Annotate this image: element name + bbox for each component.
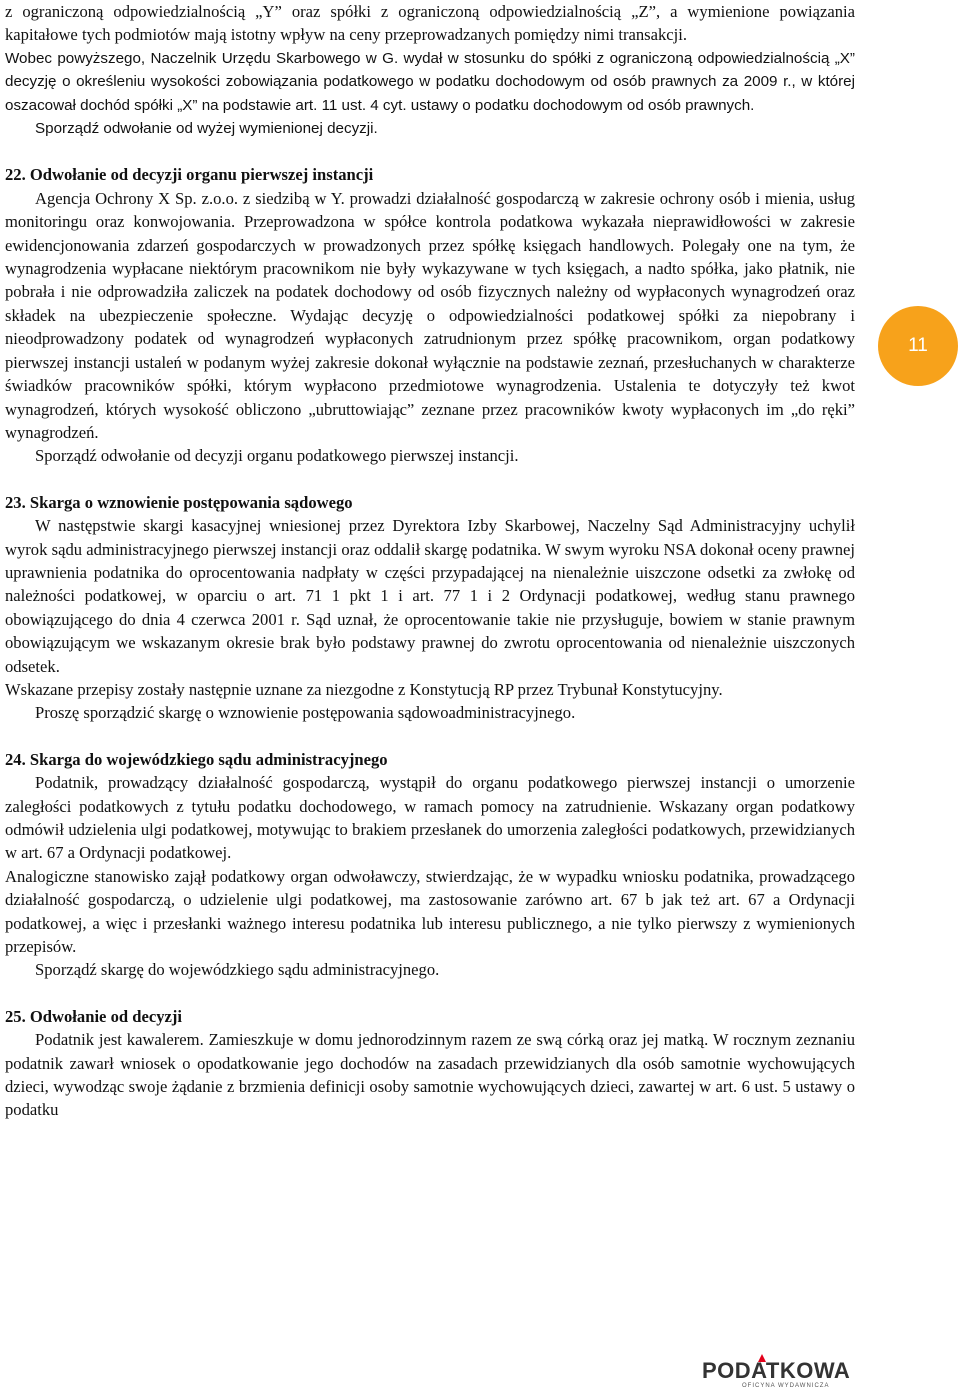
section-22-title: 22. Odwołanie od decyzji organu pierwszej instancji — [5, 165, 374, 185]
intro-paragraph-1: z ograniczoną odpowiedzialnością „Y” oraz spółki z ograniczoną odpowiedzialnością „Z”, a wymienione powiązania kapitałowe tych podmiotów mają istotny wpływ na ceny przeprowadzanych pomiędzy nimi transakcji. — [5, 2, 855, 45]
section-25-paragraph: Podatnik jest kawalerem. Zamieszkuje w domu jednorodzinnym razem ze swą córką oraz jej matką. W rocznym zeznaniu podatnik zawarł wniosek o opodatkowanie jego dochodów na zasadach przewidzianych dla osób samotnie wychowujących dzieci, wywodząc swoje żądanie z brzmienia definicji osoby samotnie wychowujących dzieci, zawartej w art. 6 ust. 5 ustawy o podatku — [5, 1030, 855, 1120]
section-23-task: Proszę sporządzić skargę o wznowienie postępowania sądowoadministracyjnego. — [35, 703, 576, 723]
section-23-paragraph-1: W następstwie skargi kasacyjnej wniesionej przez Dyrektora Izby Skarbowej, Naczelny Sąd Administracyjny uchylił wyrok sądu administracyjnego pierwszej instancji oraz oddalił skargę podatnika. W swym wyroku NSA dokonał oceny prawnej uprawnienia podatnika do oprocentowania nadpłaty w części przypadającej na nienależnie uiszczone odsetki za zwłokę od należności podatkowej, w oparciu o art. 71 1 pkt 1 i art. 77 1 i 2 Ordynacji podatkowej, według stanu prawnego obowiązującego do dnia 4 czerwca 2001 r. Sąd uznał, że oprocentowanie takie nie przysługuje, bowiem w stanie prawnym obowiązującym we wskazanym okresie brak było podstawy prawnej do zwrotu oprocentowania od nienależnie uiszczonych odsetek. — [5, 516, 855, 676]
intro-paragraph-2: Wobec powyższego, Naczelnik Urzędu Skarbowego w G. wydał w stosunku do spółki z ograniczoną odpowiedzialnością „X” decyzję o określeniu wysokości zobowiązania podatkowego w podatku dochodowym od osób prawnych za 2009 r., w której oszacował dochód spółki „X” na podstawie art. 11 ust. 4 cyt. ustawy o podatku dochodowym od osób prawnych. — [5, 49, 855, 114]
section-24-paragraph-1: Podatnik, prowadzący działalność gospodarczą, wystąpił do organu podatkowego pierwszej instancji o umorzenie zaległości podatkowych z tytułu podatku dochodowego, w ramach pomocy na zatrudnienie. Wskazany organ podatkowy odmówił udzielenia ulgi podatkowej, motywując to brakiem przesłanek do umorzenia zaległości podatkowych, przewidzianych w art. 67 a Ordynacji podatkowej. — [5, 773, 855, 863]
section-22-task: Sporządź odwołanie od decyzji organu podatkowego pierwszej instancji. — [35, 446, 519, 466]
section-25-title: 25. Odwołanie od decyzji — [5, 1006, 182, 1026]
section-24-title: 24. Skarga do wojewódzkiego sądu administracyjnego — [5, 749, 388, 769]
section-24-paragraph-2: Analogiczne stanowisko zajął podatkowy organ odwoławczy, stwierdzając, że w wypadku wniosku podatnika, prowadzącego działalność gospodarczą, o udzielenie ulgi podatkowej, ma zastosowanie zarówno art. 67 b jak też art. 67 a Ordynacji podatkowej, a więc i przesłanki ważnego interesu podatnika lub interesu publicznego, a nie tylko pierwszy z wymienionych przepisów. — [5, 866, 855, 957]
section-23-title: 23. Skarga o wznowienie postępowania sądowego — [5, 492, 353, 512]
section-23-paragraph-2: Wskazane przepisy zostały następnie uznane za niezgodne z Konstytucją RP przez Trybunał Konstytucyjny. — [5, 679, 723, 699]
page-number-badge — [878, 306, 958, 386]
svg-text:OFICYNA WYDAWNICZA: OFICYNA WYDAWNICZA — [742, 1383, 830, 1388]
document-page — [5, 0, 855, 1122]
intro-task: Sporządź odwołanie od wyżej wymienionej decyzji. — [35, 120, 378, 138]
page-number: 11 — [908, 335, 928, 356]
svg-text:PODATKOWA: PODATKOWA — [702, 1358, 851, 1383]
section-22-paragraph: Agencja Ochrony X Sp. z.o.o. z siedzibą w Y. prowadzi działalność gospodarczą w zakresie ochrony osób i mienia, usług monitoringu oraz konwojowania. Przeprowadzona w spółce kontrola podatkowa wykazała nieprawidłowości w zakresie ewidencjonowania zdarzeń gospodarczych w prowadzonych przez spółkę księgach handlowych. Polegały one na tym, że wynagrodzenia wypłacane niektórym pracownikom nie były wykazywane w tych księgach, a nadto spółka, jako płatnik, nie pobrała i nie odprowadziła zaliczek na podatek dochodowy od osób fizycznych należny od wypłaconych wynagrodzeń oraz składek na ubezpieczenie społeczne. Wydając decyzję o odpowiedzialności podatkowej spółki za niepobrany i nieodprowadzony podatek od wynagrodzeń wypłaconych zatrudnionym przez spółkę pracownikom, organ podatkowy pierwszej instancji ustaleń w podanym wyżej zakresie dokonał wyłącznie na podstawie zeznań, przesłuchanych w charakterze świadków pracowników spółki, którym wypłacono przedmiotowe wynagrodzenia. Ustalenia te dotyczyły też kwot wynagrodzeń, których wysokość obliczono „ubruttowiając” zeznane przez pracowników kwoty wypłaconych im „do ręki” wynagrodzeń. — [5, 188, 855, 442]
podatkowa-logo-icon — [702, 1352, 856, 1388]
publisher-logo — [702, 1352, 856, 1388]
section-24-task: Sporządź skargę do wojewódzkiego sądu administracyjnego. — [35, 960, 440, 980]
